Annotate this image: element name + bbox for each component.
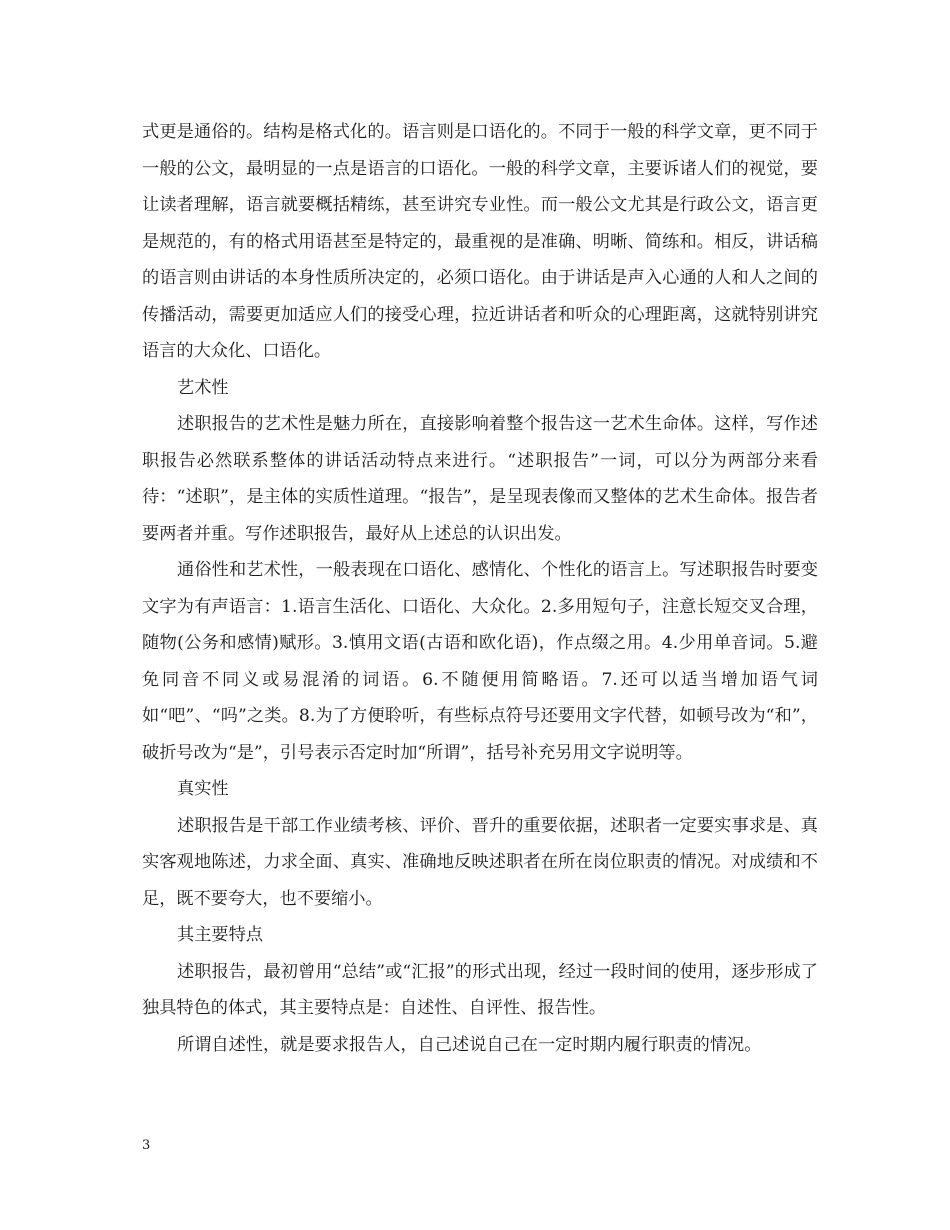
paragraph-intro-colloquial: 式更是通俗的。结构是格式化的。语言则是口语化的。不同于一般的科学文章，更不同于一般的公文，最明显的一点是语言的口语化。一般的科学文章，主要诉诸人们的视觉，要让读者理解，语言就要概括精练，甚至讲究专业性。而一般公文尤其是行政公文，语言更是规范的，有的格式用语甚至是特定的，最重视的是准确、明晰、简练和。相反，讲话稿的语言则由讲话的本身性质所决定的，必须口语化。由于讲话是声入心通的人和人之间的传播活动，需要更加适应人们的接受心理，拉近讲话者和听众的心理距离，这就特别讲究语言的大众化、口语化。	[142, 122, 818, 361]
heading-main-features: 其主要特点	[177, 925, 263, 945]
page-number: 3	[142, 1138, 151, 1153]
paragraph-language-tips: 通俗性和艺术性，一般表现在口语化、感情化、个性化的语言上。写述职报告时要变文字为有声语言：1.语言生活化、口语化、大众化。2.多用短句子，注意长短交叉合理，随物(公务和感情)赋形。3.慎用文语(古语和欧化语)，作点缀之用。4.少用单音词。5.避免同音不同义或易混淆的词语。6.不随便用简略语。7.还可以适当增加语气词如“吧”、“吗”之类。8.为了方便聆听，有些标点符号还要用文字代替，如顿号改为“和”，破折号改为“是”，引号表示否定时加“所谓”，括号补充另用文字说明等。	[142, 560, 818, 763]
paragraph-authenticity: 述职报告是干部工作业绩考核、评价、晋升的重要依据，述职者一定要实事求是、真实客观地陈述，力求全面、真实、准确地反映述职者在所在岗位职责的情况。对成绩和不足，既不要夸大，也不要缩小。	[142, 815, 818, 909]
document-body	[142, 114, 818, 1063]
paragraph-self-narration: 所谓自述性，就是要求报告人，自己述说自己在一定时期内履行职责的情况。	[177, 1034, 762, 1055]
paragraph-artistry: 述职报告的艺术性是魅力所在，直接影响着整个报告这一艺术生命体。这样，写作述职报告必然联系整体的讲话活动特点来进行。“述职报告”一词，可以分为两部分来看待：“述职”，是主体的实质性道理。“报告”，是呈现表像而又整体的艺术生命体。报告者要两者并重。写作述职报告，最好从上述总的认识出发。	[142, 414, 818, 544]
paragraph-main-features: 述职报告，最初曾用“总结”或“汇报”的形式出现，经过一段时间的使用，逐步形成了独具特色的体式，其主要特点是：自述性、自评性、报告性。	[142, 961, 818, 1018]
heading-artistry: 艺术性	[177, 377, 229, 398]
heading-authenticity: 真实性	[177, 779, 229, 799]
